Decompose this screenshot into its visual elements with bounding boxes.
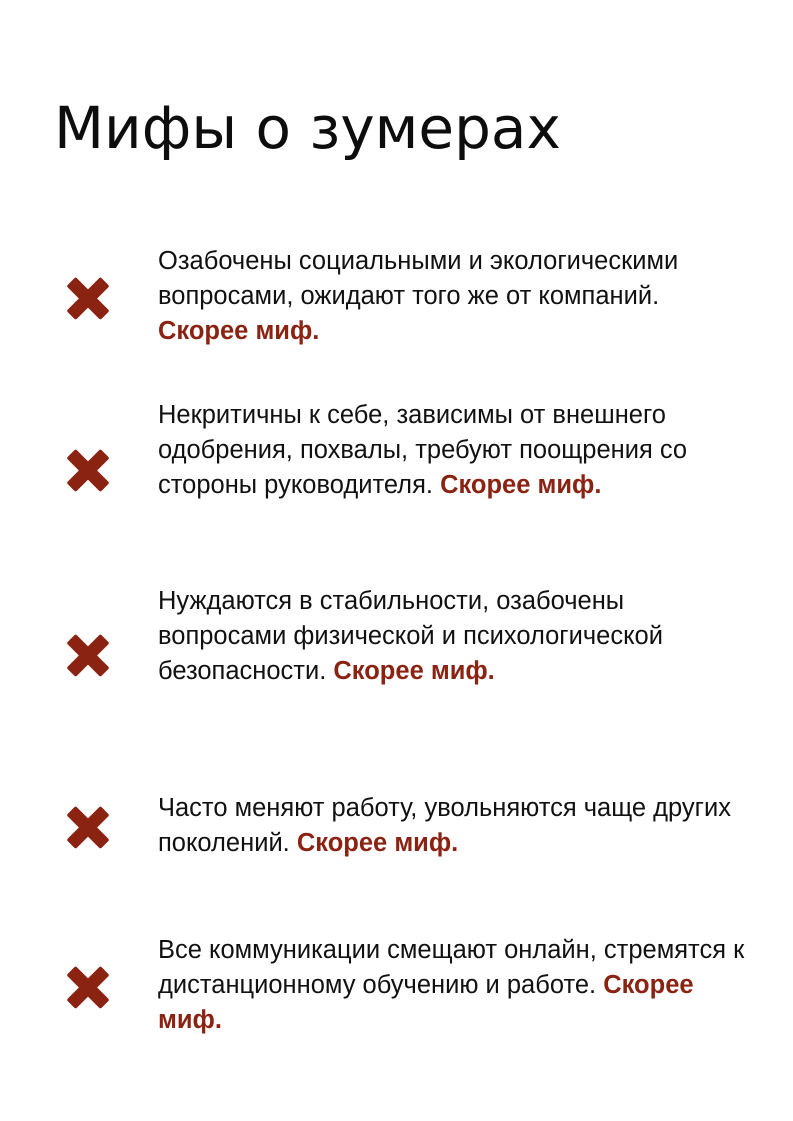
myth-text (158, 933, 748, 1038)
myth-verdict: Скорее миф. (158, 317, 320, 345)
myth-text (158, 398, 748, 503)
myth-verdict: Скорее миф. (158, 971, 694, 1034)
myth-statement: Некритичны к себе, зависимы от внешнего одобрения, похвалы, требуют поощрения со стороны руководителя. (158, 401, 688, 499)
cross-icon (66, 965, 110, 1009)
myth-text (158, 584, 748, 689)
myth-text (158, 791, 748, 861)
myth-statement: Часто меняют работу, увольняются чаще других поколений. (158, 794, 731, 857)
myth-statement: Озабочены социальными и экологическими вопросами, ожидают того же от компаний. (158, 247, 679, 310)
cross-icon (66, 633, 110, 677)
cross-icon (66, 805, 110, 849)
myth-verdict: Скорее миф. (296, 829, 459, 857)
page-title: Мифы о зумерах (54, 94, 561, 162)
myth-verdict: Скорее миф. (440, 471, 602, 499)
myth-text (158, 244, 748, 349)
myth-statement: Нуждаются в стабильности, озабочены вопросами физической и психологической безопасности. (158, 587, 663, 685)
myth-statement: Все коммуникации смещают онлайн, стремятся к дистанционному обучению и работе. (158, 936, 745, 999)
cross-icon (66, 448, 110, 492)
myth-verdict: Скорее миф. (333, 657, 495, 685)
cross-icon (66, 276, 110, 320)
